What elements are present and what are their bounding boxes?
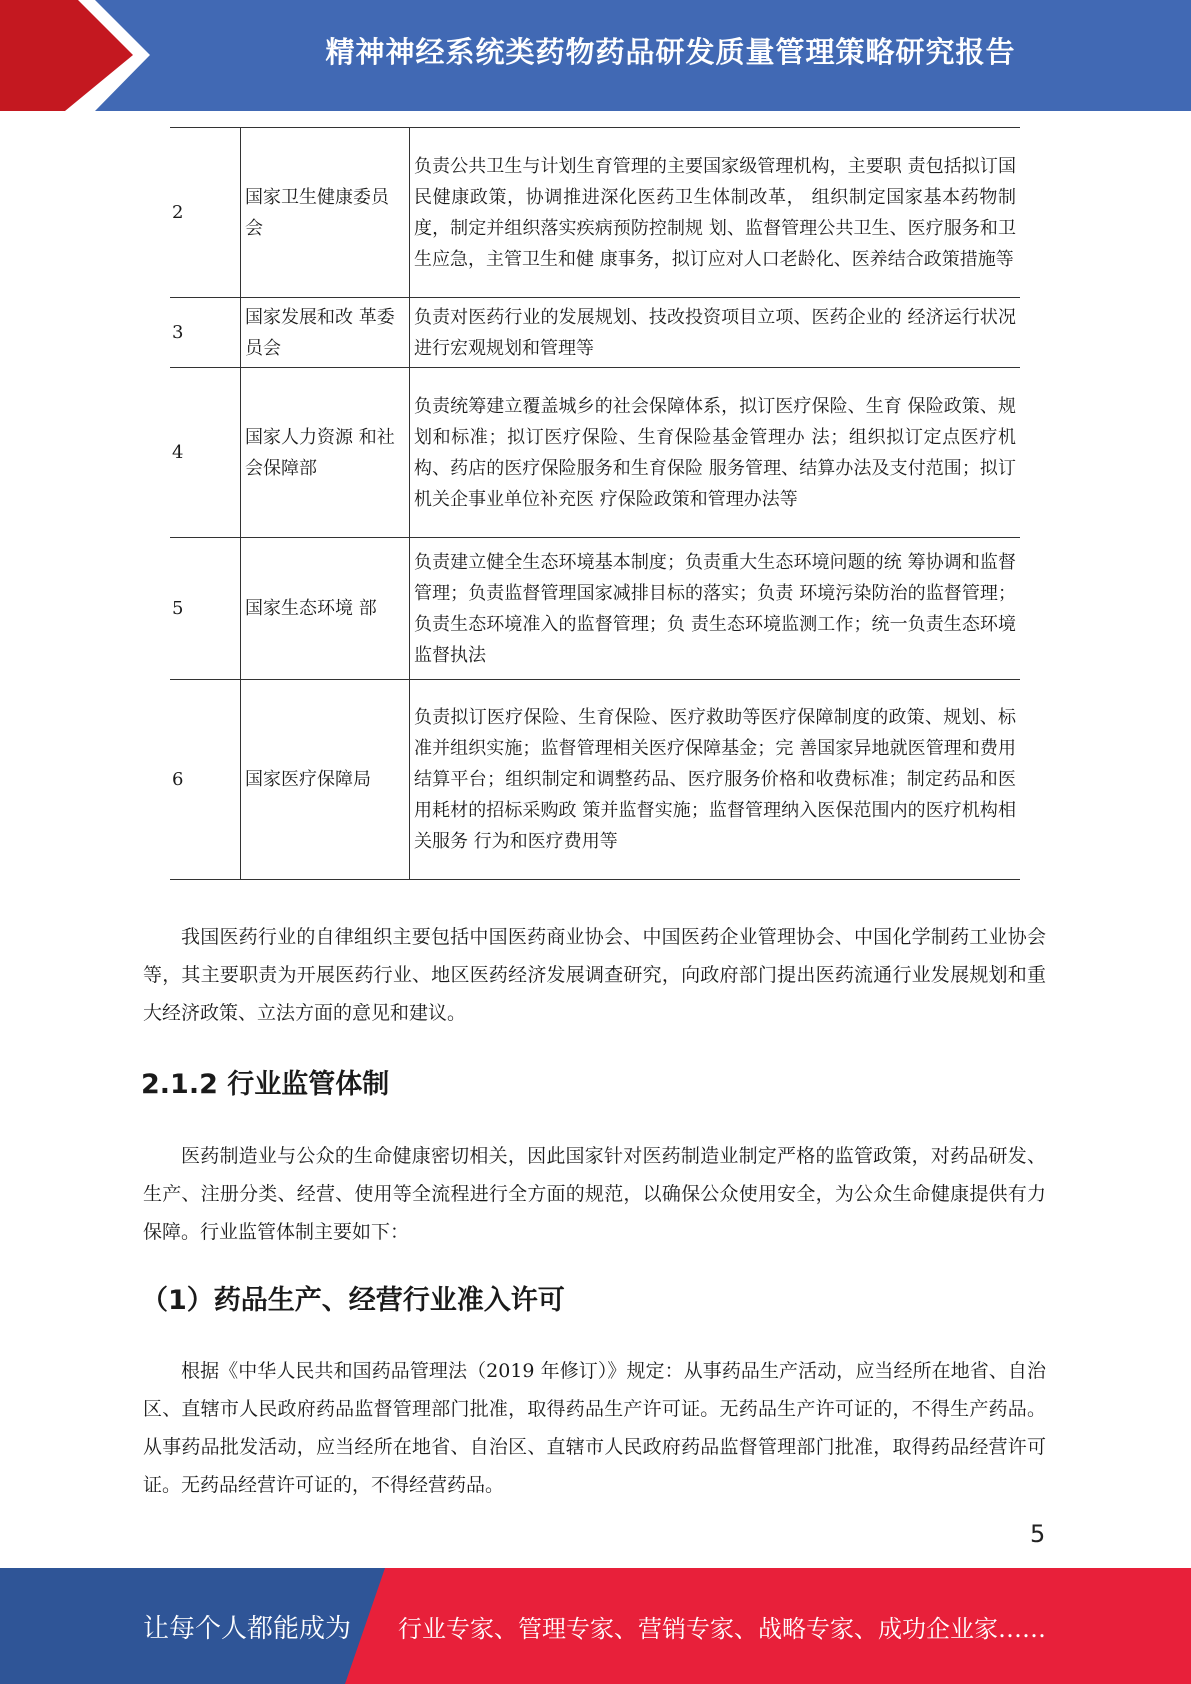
footer-slogan-right: 行业专家、管理专家、营销专家、战略专家、成功企业家…… <box>398 1614 1046 1643</box>
agency-duty: 负责公共卫生与计划生育管理的主要国家级管理机构，主要职 责包括拟订国民健康政策，协调推进深化医药卫生体制改革， 组织制定国家基本药物制度，制定并组织落实疾病预防控制规 划、监督管理公共卫生、医疗服务和卫生应急，主管卫生和健 康事务，拟订应对人口老龄化、医养结合政策措施等 <box>410 128 1021 298</box>
row-number: 4 <box>170 368 241 538</box>
row-number: 3 <box>170 298 241 368</box>
page-footer <box>0 1568 1191 1684</box>
agency-name: 国家人力资源 和社会保障部 <box>241 368 410 538</box>
agency-duty: 负责对医药行业的发展规划、技改投资项目立项、医药企业的 经济运行状况进行宏观规划和管理等 <box>410 298 1021 368</box>
row-number: 5 <box>170 538 241 680</box>
table-row <box>170 128 1020 298</box>
table-row <box>170 368 1020 538</box>
header-title: 精神神经系统类药物药品研发质量管理策略研究报告 <box>325 34 1016 69</box>
header-red-chevron <box>0 0 133 111</box>
agency-duty: 负责统筹建立覆盖城乡的社会保障体系，拟订医疗保险、生育 保险政策、规划和标准；拟订医疗保险、生育保险基金管理办 法；组织拟订定点医疗机构、药店的医疗保险服务和生育保险 服务管理、结算办法及支付范围；拟订机关企事业单位补充医 疗保险政策和管理办法等 <box>410 368 1021 538</box>
table-row <box>170 680 1020 880</box>
paragraph-regulation: 医药制造业与公众的生命健康密切相关，因此国家针对医药制造业制定严格的监管政策，对药品研发、生产、注册分类、经营、使用等全流程进行全方面的规范，以确保公众使用安全，为公众生命健康提供有力保障。行业监管体制主要如下： <box>143 1145 1046 1243</box>
page-header <box>0 0 1191 111</box>
table-row <box>170 538 1020 680</box>
agency-name: 国家医疗保障局 <box>241 680 410 880</box>
footer-slogan-left: 让每个人都能成为 <box>143 1613 352 1644</box>
agency-name: 国家生态环境 部 <box>241 538 410 680</box>
agency-duty: 负责建立健全生态环境基本制度；负责重大生态环境问题的统 筹协调和监督管理；负责监督管理国家减排目标的落实；负责 环境污染防治的监督管理；负责生态环境准入的监督管理；负 责生态环境监测工作；统一负责生态环境监督执法 <box>410 538 1021 680</box>
subsection-heading: （1）药品生产、经营行业准入许可 <box>141 1285 565 1316</box>
agency-duty: 负责拟订医疗保险、生育保险、医疗救助等医疗保障制度的政策、规划、标准并组织实施；监督管理相关医疗保障基金；完 善国家异地就医管理和费用结算平台；组织制定和调整药品、医疗服务价格和收费标准；制定药品和医用耗材的招标采购政 策并监督实施；监督管理纳入医保范围内的医疗机构相关服务 行为和医疗费用等 <box>410 680 1021 880</box>
row-number: 6 <box>170 680 241 880</box>
page-number: 5 <box>1030 1520 1046 1548</box>
agency-name: 国家发展和改 革委员会 <box>241 298 410 368</box>
section-heading: 2.1.2 行业监管体制 <box>141 1069 390 1100</box>
table-row <box>170 298 1020 368</box>
row-number: 2 <box>170 128 241 298</box>
agency-name: 国家卫生健康委员会 <box>241 128 410 298</box>
agency-table <box>170 127 1020 880</box>
paragraph-license: 根据《中华人民共和国药品管理法（2019 年修订）》规定：从事药品生产活动，应当经所在地省、自治区、直辖市人民政府药品监督管理部门批准，取得药品生产许可证。无药品生产许可证的，不得生产药品。从事药品批发活动，应当经所在地省、自治区、直辖市人民政府药品监督管理部门批准，取得药品经营许可证。无药品经营许可证的，不得经营药品。 <box>143 1360 1046 1496</box>
paragraph-self-regulation: 我国医药行业的自律组织主要包括中国医药商业协会、中国医药企业管理协会、中国化学制药工业协会等，其主要职责为开展医药行业、地区医药经济发展调查研究，向政府部门提出医药流通行业发展规划和重大经济政策、立法方面的意见和建议。 <box>143 926 1046 1024</box>
